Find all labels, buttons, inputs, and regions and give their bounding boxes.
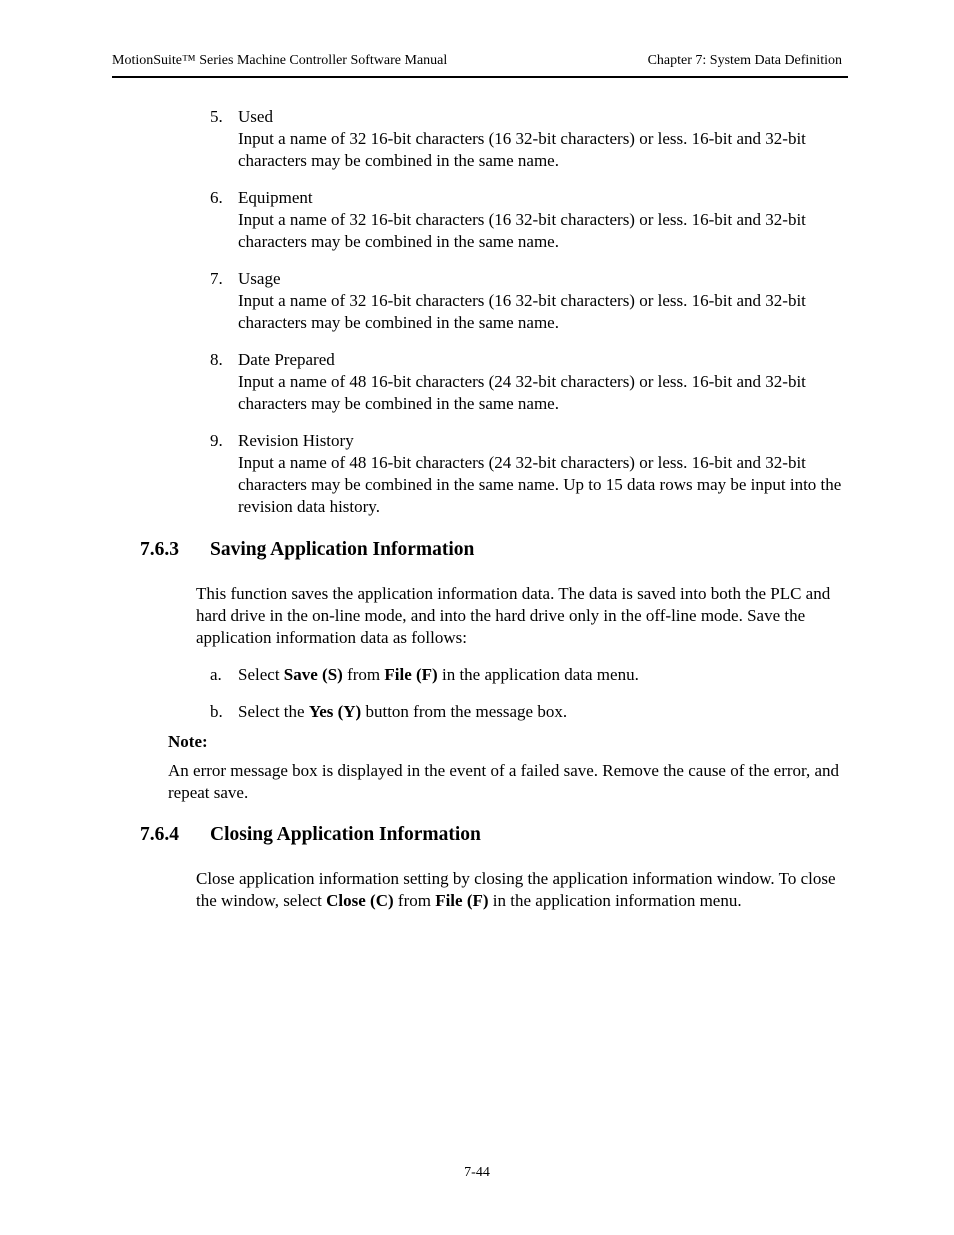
step-marker: b. bbox=[210, 702, 223, 721]
list-item-title: Date Prepared bbox=[238, 350, 335, 369]
step-a bbox=[210, 664, 850, 686]
body-text: from bbox=[393, 891, 436, 910]
step-b bbox=[210, 701, 850, 723]
step-marker: a. bbox=[210, 665, 222, 684]
list-item-title: Revision History bbox=[238, 431, 354, 450]
step-text: button from the message box. bbox=[361, 702, 568, 721]
section-number: 7.6.4 bbox=[140, 824, 179, 845]
list-item-title: Usage bbox=[238, 269, 281, 288]
list-item-description: Input a name of 32 16-bit characters (16 32-bit characters) or less. 16-bit and 32-bit characters may be combined in the same name. bbox=[238, 129, 806, 170]
note-label: Note: bbox=[168, 732, 208, 751]
list-item-description: Input a name of 32 16-bit characters (16 32-bit characters) or less. 16-bit and 32-bit characters may be combined in the same name. bbox=[238, 210, 806, 251]
page-header bbox=[112, 52, 848, 78]
section-heading-763 bbox=[140, 538, 474, 562]
body-text: in the application information menu. bbox=[488, 891, 742, 910]
menu-name-file: File (F) bbox=[384, 665, 438, 684]
list-item-number: 6. bbox=[210, 188, 223, 207]
list-item-title: Equipment bbox=[238, 188, 313, 207]
list-item-equipment bbox=[210, 187, 850, 253]
list-item-used bbox=[210, 106, 850, 172]
section-number: 7.6.3 bbox=[140, 539, 179, 560]
body-text: Close application information setting by closing the application information window. To close the window, select bbox=[196, 869, 836, 910]
list-item-description: Input a name of 48 16-bit characters (24 32-bit characters) or less. 16-bit and 32-bit characters may be combined in the same name. bbox=[238, 372, 806, 413]
list-item-date-prepared bbox=[210, 349, 850, 415]
list-item-number: 7. bbox=[210, 269, 223, 288]
note-text: An error message box is displayed in the event of a failed save. Remove the cause of the error, and repeat save. bbox=[168, 761, 840, 802]
step-text: Select bbox=[238, 665, 284, 684]
list-item-number: 5. bbox=[210, 107, 223, 126]
header-chapter-title: Chapter 7: System Data Definition bbox=[647, 53, 842, 68]
list-item-number: 9. bbox=[210, 431, 223, 450]
list-item-number: 8. bbox=[210, 350, 223, 369]
section-764-body bbox=[196, 868, 848, 912]
list-item-title: Used bbox=[238, 107, 273, 126]
step-text: Select the bbox=[238, 702, 309, 721]
menu-command-close: Close (C) bbox=[326, 891, 394, 910]
button-name-yes: Yes (Y) bbox=[308, 702, 362, 721]
list-item-usage bbox=[210, 268, 850, 334]
step-text: from bbox=[342, 665, 385, 684]
step-text: in the application data menu. bbox=[437, 665, 639, 684]
list-item-revision-history bbox=[210, 430, 850, 518]
menu-command-save: Save (S) bbox=[283, 665, 343, 684]
section-heading-764 bbox=[140, 823, 481, 847]
section-title: Saving Application Information bbox=[210, 539, 475, 560]
section-763-intro: This function saves the application information data. The data is saved into both the PLC and hard drive in the on-line mode, and into the hard drive only in the off-line mode. Save the application information data as follows: bbox=[196, 584, 831, 647]
menu-name-file: File (F) bbox=[435, 891, 489, 910]
list-item-description: Input a name of 32 16-bit characters (16 32-bit characters) or less. 16-bit and 32-bit characters may be combined in the same name. bbox=[238, 291, 806, 332]
list-item-description: Input a name of 48 16-bit characters (24 32-bit characters) or less. 16-bit and 32-bit characters may be combined in the same name. Up to 15 data rows may be input into the revision data history. bbox=[238, 453, 842, 516]
header-manual-title: MotionSuite™ Series Machine Controller Software Manual bbox=[112, 53, 448, 68]
section-title: Closing Application Information bbox=[210, 824, 481, 845]
page-number: 7-44 bbox=[464, 1165, 490, 1180]
